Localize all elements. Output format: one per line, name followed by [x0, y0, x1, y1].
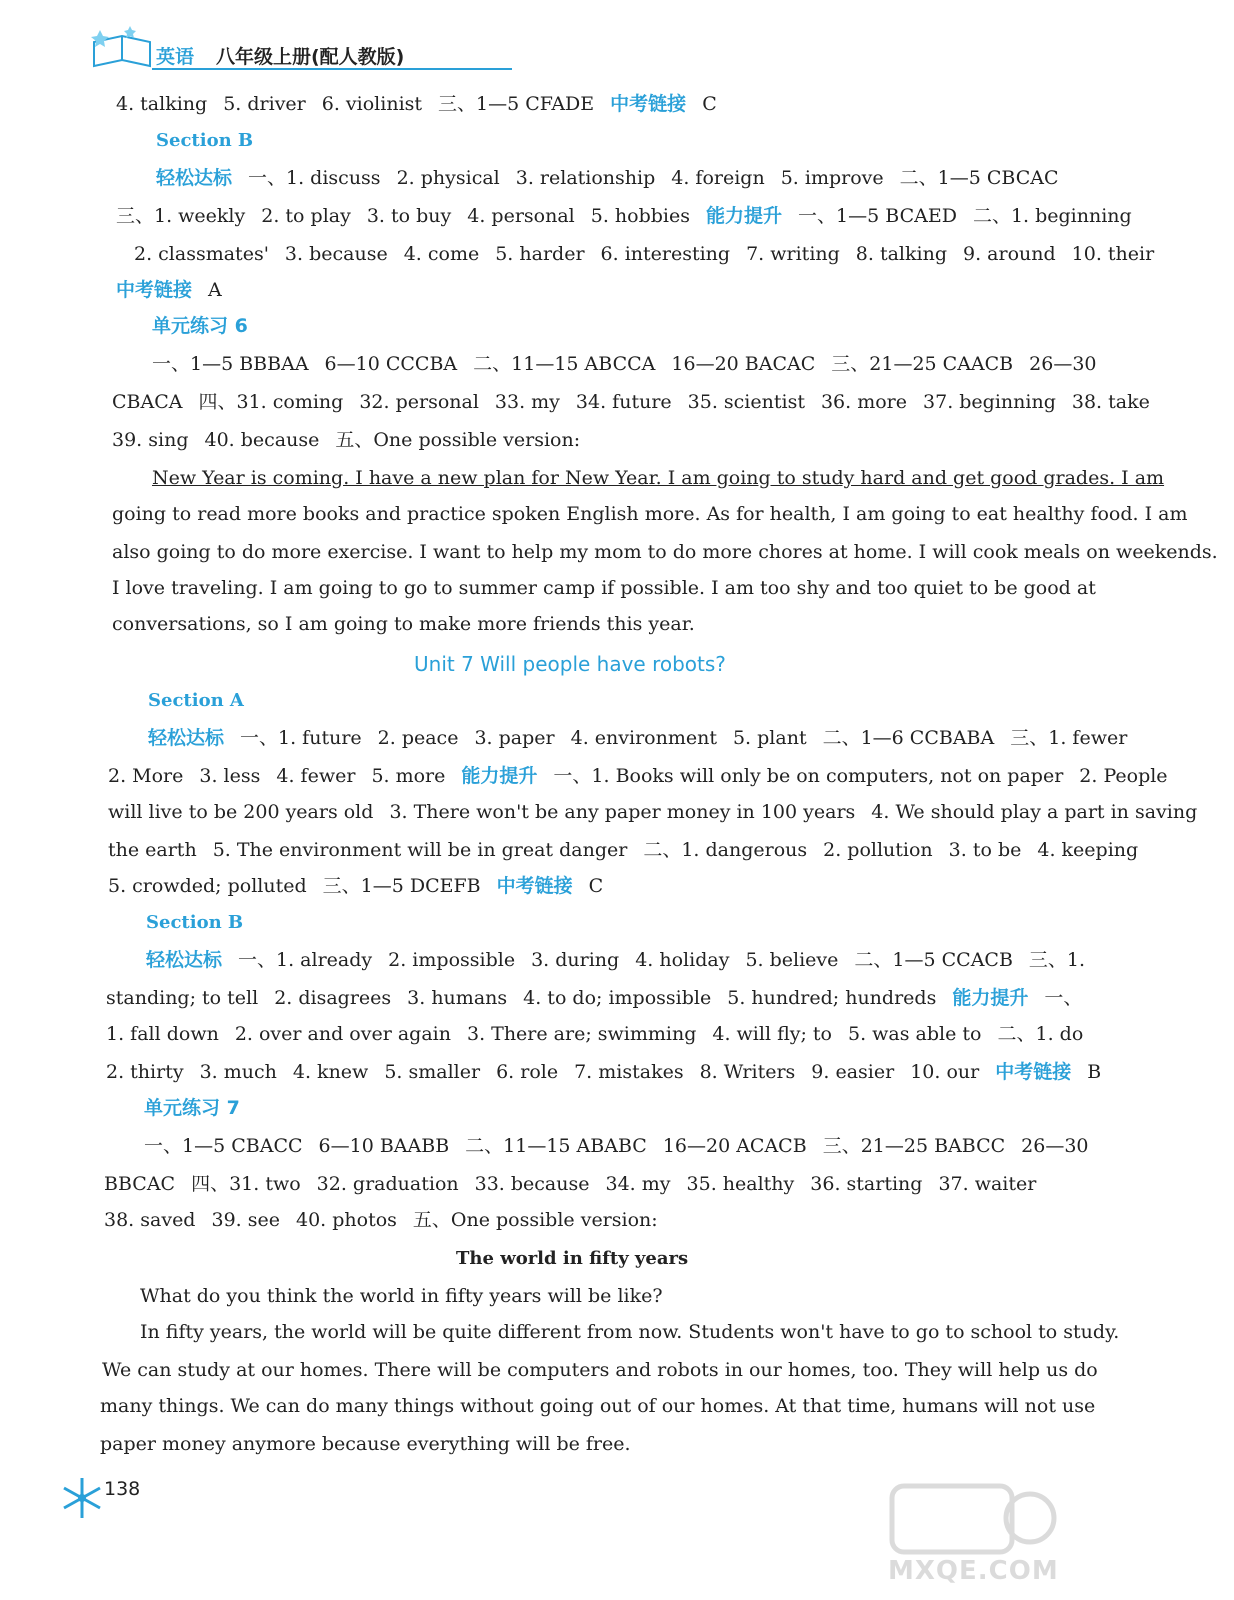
- answer-segment: 4. will fly; to: [712, 1023, 832, 1045]
- watermark-stamp-icon: [888, 1480, 1058, 1558]
- answer-line-l25: [106, 984, 1098, 1012]
- section-tag: 能力提升: [952, 987, 1029, 1009]
- answer-segment: 4. keeping: [1037, 839, 1139, 861]
- answer-segment: 四、31. coming: [198, 391, 344, 413]
- section-heading: Section B: [146, 912, 244, 933]
- answer-line-l01: [116, 90, 733, 118]
- answer-segment: 一、1. already: [238, 949, 373, 971]
- answer-line-l02: [156, 126, 269, 155]
- answer-segment: 35. scientist: [687, 391, 805, 413]
- answer-segment: 三、1. weekly: [116, 205, 246, 227]
- section-tag: 能力提升: [461, 765, 538, 787]
- answer-segment: 5. hobbies: [590, 205, 691, 227]
- answer-line-l18: [148, 724, 1143, 752]
- section-heading: Section B: [156, 130, 254, 151]
- answer-segment: 4. to do; impossible: [523, 987, 712, 1009]
- answer-segment: 3. relationship: [515, 167, 656, 189]
- answer-segment: 3. during: [531, 949, 620, 971]
- answer-line-l10: [112, 426, 596, 454]
- answer-line-l21: [108, 836, 1154, 864]
- answer-segment: I love traveling. I am going to go to summer camp if possible. I am too shy and too quiet to be good at: [112, 577, 1096, 599]
- answer-segment: 三、21—25 CAACB: [831, 353, 1014, 375]
- answer-line-l11: [152, 464, 1180, 492]
- answer-segment: paper money anymore because everything will be free.: [100, 1433, 631, 1455]
- answer-segment: 二、11—15 ABCCA: [473, 353, 656, 375]
- section-tag: 中考链接: [610, 93, 687, 115]
- answer-segment: 2. over and over again: [234, 1023, 451, 1045]
- answer-line-l28: [144, 1094, 256, 1122]
- answer-segment: CBACA: [112, 391, 183, 413]
- answer-segment: 3. There are; swimming: [466, 1023, 697, 1045]
- answer-segment: 2. to play: [261, 205, 351, 227]
- answer-segment: 38. take: [1071, 391, 1150, 413]
- answer-segment: 4. come: [403, 243, 480, 265]
- answer-segment: 7. writing: [746, 243, 840, 265]
- answer-segment: 16—20 BACAC: [671, 353, 816, 375]
- answer-segment: C: [702, 93, 717, 115]
- answer-segment: 4. knew: [292, 1061, 369, 1083]
- answer-line-l06: [116, 276, 238, 304]
- answer-segment: 五、One possible version:: [412, 1209, 658, 1231]
- answer-segment: 三、1—5 DCEFB: [322, 875, 481, 897]
- answer-segment: 5. believe: [745, 949, 839, 971]
- unit-title: Unit 7 Will people have robots?: [414, 652, 726, 676]
- answer-segment: will live to be 200 years old: [108, 801, 374, 823]
- answer-segment: 36. starting: [810, 1173, 923, 1195]
- answer-segment: 二、11—15 ABABC: [465, 1135, 647, 1157]
- answer-segment: 6. violinist: [321, 93, 423, 115]
- answer-segment: going to read more books and practice spoken English more. As for health, I am going to eat healthy food. I am: [112, 503, 1188, 525]
- answer-segment: 二、1—5 CBCAC: [899, 167, 1059, 189]
- answer-segment: 3. much: [199, 1061, 277, 1083]
- answer-segment: 6. interesting: [600, 243, 731, 265]
- answer-segment: 2. peace: [377, 727, 459, 749]
- answer-segment: 一、1—5 BBBAA: [152, 353, 309, 375]
- answer-line-l32: [456, 1244, 704, 1273]
- answer-segment: 37. waiter: [938, 1173, 1037, 1195]
- answer-segment: many things. We can do many things without going out of our homes. At that time, humans will not use: [100, 1395, 1096, 1417]
- answer-line-l04: [116, 202, 1148, 230]
- answer-segment: standing; to tell: [106, 987, 259, 1009]
- answer-segment: 4. environment: [570, 727, 717, 749]
- answer-line-l13: [112, 538, 1234, 566]
- answer-segment: 二、1. do: [997, 1023, 1084, 1045]
- answer-line-l24: [146, 946, 1101, 974]
- answer-segment: 8. talking: [855, 243, 947, 265]
- answer-line-l15: [112, 610, 711, 638]
- book-logo-icon: [90, 22, 156, 72]
- answer-segment: 一、1. future: [240, 727, 362, 749]
- answer-segment: 5. improve: [780, 167, 884, 189]
- answer-segment: 10. our: [910, 1061, 980, 1083]
- section-tag: 轻松达标: [156, 167, 233, 189]
- answer-line-l26: [106, 1020, 1099, 1048]
- section-tag: 轻松达标: [148, 727, 225, 749]
- answer-segment: 1. fall down: [106, 1023, 219, 1045]
- answer-segment: 3. to buy: [366, 205, 452, 227]
- answer-segment: 5. crowded; polluted: [108, 875, 307, 897]
- section-tag: 单元练习 6: [152, 315, 248, 337]
- answer-segment: 二、1—6 CCBABA: [822, 727, 995, 749]
- answer-segment: 26—30: [1021, 1135, 1089, 1157]
- page-header: [90, 22, 530, 72]
- section-tag: 单元练习 7: [144, 1097, 240, 1119]
- answer-line-l27: [106, 1058, 1117, 1086]
- page-number: 138: [104, 1478, 141, 1500]
- header-grade: 八年级上册(配人教版): [216, 46, 405, 68]
- answer-segment: 5. was able to: [848, 1023, 982, 1045]
- answer-line-l35: [102, 1356, 1114, 1384]
- answer-segment: 3. to be: [948, 839, 1022, 861]
- answer-segment: 34. future: [575, 391, 672, 413]
- section-tag: 轻松达标: [146, 949, 223, 971]
- answer-line-l23: [146, 908, 259, 937]
- answer-segment: 5. driver: [223, 93, 306, 115]
- answer-segment: conversations, so I am going to make more friends this year.: [112, 613, 695, 635]
- answer-segment: 9. easier: [811, 1061, 895, 1083]
- answer-segment: 2. thirty: [106, 1061, 184, 1083]
- answer-segment: 39. sing: [112, 429, 189, 451]
- answer-segment: 10. their: [1071, 243, 1155, 265]
- answer-segment: 3. There won't be any paper money in 100 years: [389, 801, 856, 823]
- answer-segment: 34. my: [605, 1173, 671, 1195]
- answer-segment: 三、1. fewer: [1010, 727, 1128, 749]
- answer-segment: New Year is coming. I have a new plan for New Year. I am going to study hard and get good grades. I am: [152, 467, 1165, 489]
- answer-segment: 四、31. two: [191, 1173, 301, 1195]
- header-subject: 英语: [156, 46, 195, 68]
- section-tag: 中考链接: [116, 279, 193, 301]
- answer-line-l33: [140, 1282, 679, 1310]
- section-heading: Section A: [148, 690, 244, 711]
- answer-segment: the earth: [108, 839, 197, 861]
- answer-segment: BBCAC: [104, 1173, 176, 1195]
- answer-line-l07: [152, 312, 264, 340]
- answer-segment: 16—20 ACACB: [662, 1135, 807, 1157]
- answer-segment: 4. holiday: [635, 949, 730, 971]
- answer-segment: 40. photos: [295, 1209, 397, 1231]
- answer-segment: 40. because: [204, 429, 320, 451]
- answer-segment: 4. fewer: [276, 765, 356, 787]
- answer-segment: 三、1—5 CFADE: [438, 93, 595, 115]
- answer-segment: 三、1.: [1028, 949, 1086, 971]
- answer-segment: A: [208, 279, 222, 301]
- answer-line-l03: [156, 164, 1075, 192]
- answer-segment: 4. We should play a part in saving: [871, 801, 1198, 823]
- answer-segment: 一、1—5 BCAED: [798, 205, 957, 227]
- answer-segment: What do you think the world in fifty years will be like?: [140, 1285, 663, 1307]
- answer-segment: 32. graduation: [316, 1173, 459, 1195]
- answer-segment: 二、1. beginning: [972, 205, 1132, 227]
- answer-segment: 3. less: [199, 765, 261, 787]
- watermark-text: MXQE.COM: [888, 1556, 1059, 1586]
- answer-line-l22: [108, 872, 619, 900]
- answer-segment: 33. my: [494, 391, 560, 413]
- answer-line-l29: [144, 1132, 1105, 1160]
- answer-line-l16: [414, 650, 742, 679]
- answer-segment: 2. physical: [396, 167, 500, 189]
- answer-segment: 三、21—25 BABCC: [822, 1135, 1006, 1157]
- answer-segment: 5. hundred; hundreds: [727, 987, 937, 1009]
- watermark: [888, 1480, 1058, 1590]
- answer-segment: We can study at our homes. There will be computers and robots in our homes, too. They will help us do: [102, 1359, 1098, 1381]
- answer-line-l37: [100, 1430, 647, 1458]
- answer-line-l12: [112, 500, 1204, 528]
- answer-segment: 4. personal: [467, 205, 575, 227]
- answer-line-l20: [108, 798, 1213, 826]
- answer-line-l36: [100, 1392, 1111, 1420]
- answer-segment: The world in fifty years: [456, 1248, 689, 1269]
- answer-segment: 二、1. dangerous: [643, 839, 808, 861]
- answer-line-l17: [148, 686, 260, 715]
- answer-segment: 一、1—5 CBACC: [144, 1135, 303, 1157]
- answer-segment: 一、1. Books will only be on computers, not on paper: [553, 765, 1064, 787]
- answer-segment: 37. beginning: [923, 391, 1056, 413]
- answer-segment: 4. talking: [116, 93, 208, 115]
- answer-line-l19: [108, 762, 1184, 790]
- answer-segment: 3. humans: [407, 987, 508, 1009]
- answer-segment: 39. see: [211, 1209, 280, 1231]
- answer-segment: 五、One possible version:: [335, 429, 581, 451]
- answer-segment: 9. around: [963, 243, 1056, 265]
- answer-segment: 2. More: [108, 765, 184, 787]
- answer-segment: 6—10 CCCBA: [324, 353, 458, 375]
- answer-segment: 一、: [1044, 987, 1083, 1009]
- answer-segment: 26—30: [1029, 353, 1097, 375]
- answer-segment: 6—10 BAABB: [318, 1135, 450, 1157]
- answer-segment: B: [1087, 1061, 1102, 1083]
- answer-line-l30: [104, 1170, 1052, 1198]
- answer-segment: 7. mistakes: [574, 1061, 684, 1083]
- answer-segment: 35. healthy: [686, 1173, 795, 1195]
- answer-segment: 2. disagrees: [274, 987, 392, 1009]
- answer-segment: 5. more: [371, 765, 446, 787]
- answer-segment: 2. pollution: [823, 839, 933, 861]
- answer-segment: 3. because: [284, 243, 388, 265]
- answer-segment: In fifty years, the world will be quite different from now. Students won't have to go to school to study.: [140, 1321, 1120, 1343]
- answer-segment: 3. paper: [474, 727, 555, 749]
- answer-line-l09: [112, 388, 1166, 416]
- answer-line-l34: [140, 1318, 1135, 1346]
- answer-line-l14: [112, 574, 1112, 602]
- answer-segment: 2. classmates': [134, 243, 269, 265]
- answer-segment: 2. impossible: [388, 949, 516, 971]
- answer-segment: 33. because: [474, 1173, 590, 1195]
- answer-segment: 32. personal: [359, 391, 479, 413]
- answer-segment: 36. more: [820, 391, 908, 413]
- answer-segment: 6. role: [496, 1061, 559, 1083]
- answer-line-l05: [134, 240, 1170, 268]
- answer-segment: 二、1—5 CCACB: [854, 949, 1013, 971]
- answer-segment: 5. smaller: [384, 1061, 481, 1083]
- section-tag: 能力提升: [706, 205, 783, 227]
- answer-segment: also going to do more exercise. I want to help my mom to do more chores at home. I will cook meals on weekends.: [112, 541, 1218, 563]
- answer-segment: 5. The environment will be in great danger: [212, 839, 628, 861]
- answer-segment: 38. saved: [104, 1209, 196, 1231]
- answer-line-l08: [152, 350, 1113, 378]
- answer-segment: 2. People: [1079, 765, 1168, 787]
- answer-segment: 一、1. discuss: [248, 167, 381, 189]
- answer-segment: 4. foreign: [671, 167, 765, 189]
- answer-segment: 8. Writers: [699, 1061, 796, 1083]
- header-rule: [152, 68, 512, 70]
- answer-segment: 5. plant: [732, 727, 807, 749]
- answer-segment: C: [588, 875, 604, 897]
- answer-line-l31: [104, 1206, 674, 1234]
- section-tag: 中考链接: [995, 1061, 1072, 1083]
- answer-segment: 5. harder: [495, 243, 585, 265]
- section-tag: 中考链接: [496, 875, 573, 897]
